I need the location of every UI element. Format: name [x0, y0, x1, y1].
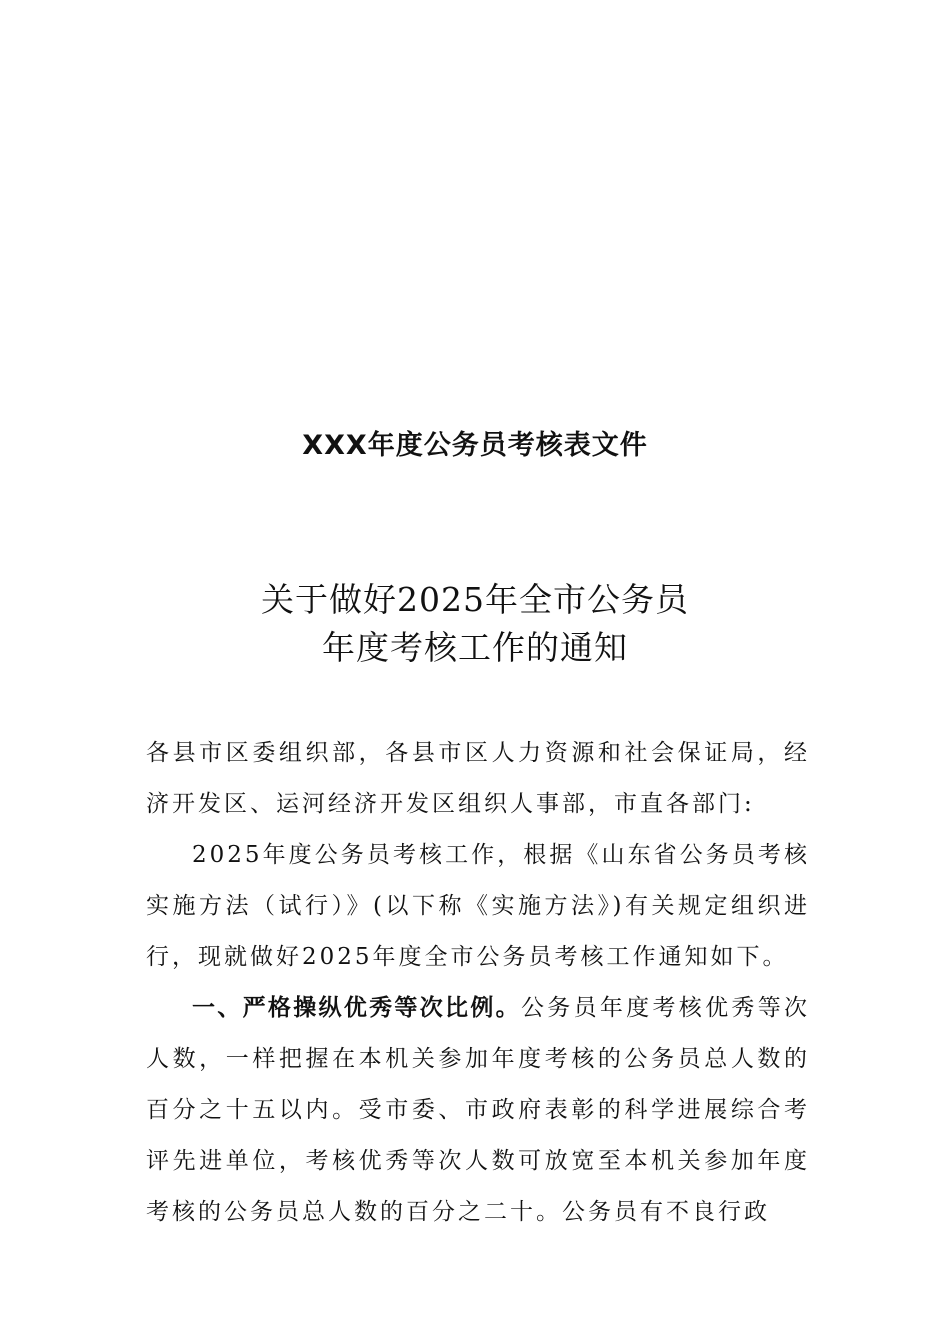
paragraph-intro: 2025年度公务员考核工作，根据《山东省公务员考核实施方法（试行）》(以下称《实施方法》)有关规定组织进行，现就做好2025年度全市公务员考核工作通知如下。	[146, 842, 810, 970]
section-1-lead: 一、严格操纵优秀等次比例。	[192, 995, 521, 1021]
section-1-paragraph	[146, 983, 810, 1238]
document-heading: XXX年度公务员考核表文件	[302, 430, 648, 461]
notice-title	[0, 576, 950, 672]
salutation: 各县市区委组织部，各县市区人力资源和社会保证局，经济开发区、运河经济开发区组织人事部，市直各部门:	[146, 740, 810, 817]
notice-title-line-2: 年度考核工作的通知	[322, 628, 628, 667]
document-body	[146, 728, 810, 1238]
notice-title-line-1: 关于做好2025年全市公务员	[261, 580, 689, 619]
section-1-text: 公务员年度考核优秀等次人数，一样把握在本机关参加年度考核的公务员总人数的百分之十五以内。受市委、市政府表彰的科学进展综合考评先进单位，考核优秀等次人数可放宽至本机关参加年度考核的公务员总人数的百分之二十。公务员有不良行政	[146, 995, 811, 1225]
